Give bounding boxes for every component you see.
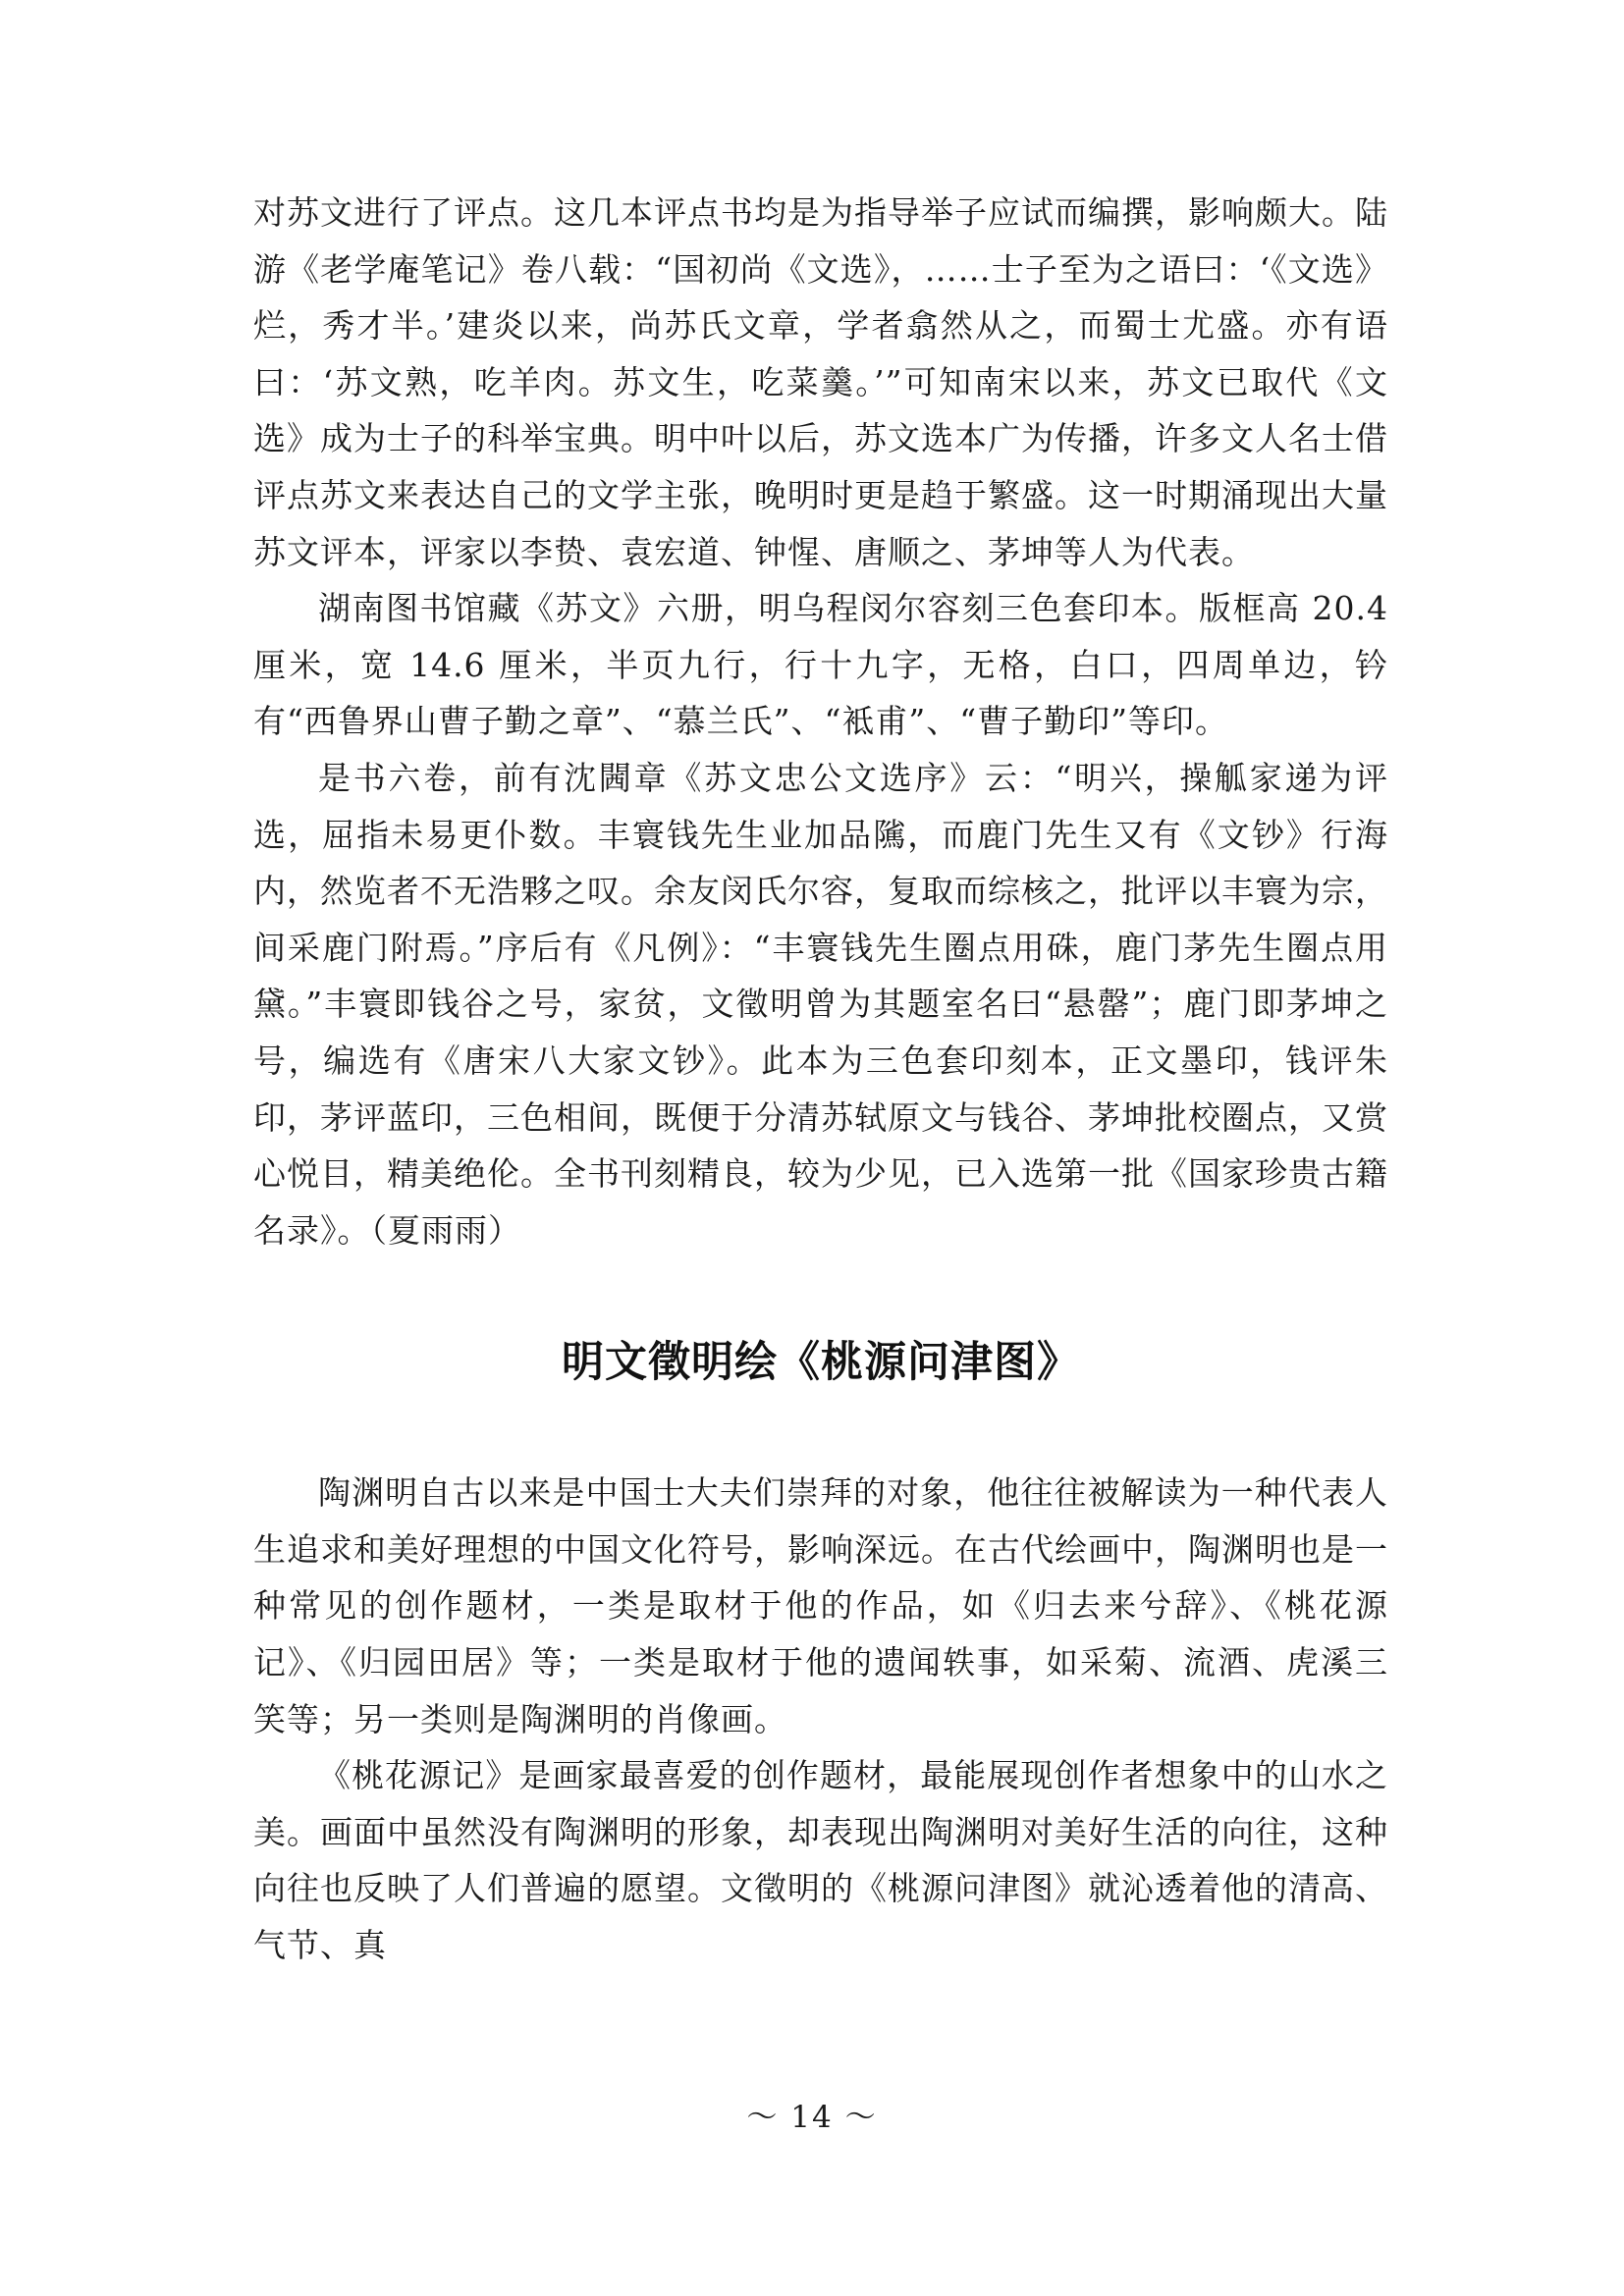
paragraph-taohuayuan-theme: 《桃花源记》是画家最喜爱的创作题材，最能展现创作者想象中的山水之美。画面中虽然没有陶渊明的形象，却表现出陶渊明对美好生活的向往，这种向往也反映了人们普遍的愿望。文徵明的《桃源问津图》就沁透着他的清高、气节、真 (253, 1756, 1388, 1965)
section-su-wen (253, 185, 1388, 1258)
paragraph-preface-and-printing: 是书六卷，前有沈閪章《苏文忠公文选序》云：“明兴，操觚家递为评选，屈指未易更仆数。丰寰钱先生业加品隲，而鹿门先生又有《文钞》行海内，然览者不无浩夥之叹。余友闵氏尔容，复取而综核之，批评以丰寰为宗，间采鹿门附焉。”序后有《凡例》：“丰寰钱先生圈点用硃，鹿门茅先生圈点用黛。”丰寰即钱谷之号，家贫，文徵明曾为其题室名曰“悬罄”；鹿门即茅坤之号，编选有《唐宋八大家文钞》。此本为三色套印刻本，正文墨印，钱评朱印，茅评蓝印，三色相间，既便于分清苏轼原文与钱谷、茅坤批校圈点，又赏心悦目，精美绝伦。全书刊刻精良，较为少见，已入选第一批《国家珍贵古籍名录》。（夏雨雨） (253, 758, 1388, 1250)
paragraph-edition-description: 湖南图书馆藏《苏文》六册，明乌程闵尔容刻三色套印本。版框高 20.4 厘米，宽 14.6 厘米，半页九行，行十九字，无格，白口，四周单边，钤有“西鲁界山曹子勤之章”、“慕兰氏”、“袛甫”、“曹子勤印”等印。 (253, 589, 1388, 741)
section-taoyuan-wenjin-tu (253, 1465, 1388, 1973)
section-title: 明文徵明绘《桃源问津图》 (562, 1338, 1080, 1388)
paragraph-tao-yuanming-intro: 陶渊明自古以来是中国士大夫们崇拜的对象，他往往被解读为一种代表人生追求和美好理想的中国文化符号，影响深远。在古代绘画中，陶渊明也是一种常见的创作题材，一类是取材于他的作品，如《归去来兮辞》、《桃花源记》、《归园田居》等；一类是取材于他的遗闻轶事，如采菊、流酒、虎溪三笑等；另一类则是陶渊明的肖像画。 (253, 1473, 1388, 1738)
page-number: ～ 14 ～ (746, 2100, 878, 2135)
page-content (253, 185, 1388, 1974)
paragraph-continuation: 对苏文进行了评点。这几本评点书均是为指导举子应试而编撰，影响颇大。陆游《老学庵笔记》卷八载：“国初尚《文选》，……士子至为之语曰：‘《文选》烂，秀才半。’建炎以来，尚苏氏文章，学者翕然从之，而蜀士尤盛。亦有语曰：‘苏文熟，吃羊肉。苏文生，吃菜羹。’”可知南宋以来，苏文已取代《文选》成为士子的科举宝典。明中叶以后，苏文选本广为传播，许多文人名士借评点苏文来表达自己的文学主张，晚明时更是趋于繁盛。这一时期涌现出大量苏文评本，评家以李贽、袁宏道、钟惺、唐顺之、茅坤等人为代表。 (253, 193, 1388, 571)
